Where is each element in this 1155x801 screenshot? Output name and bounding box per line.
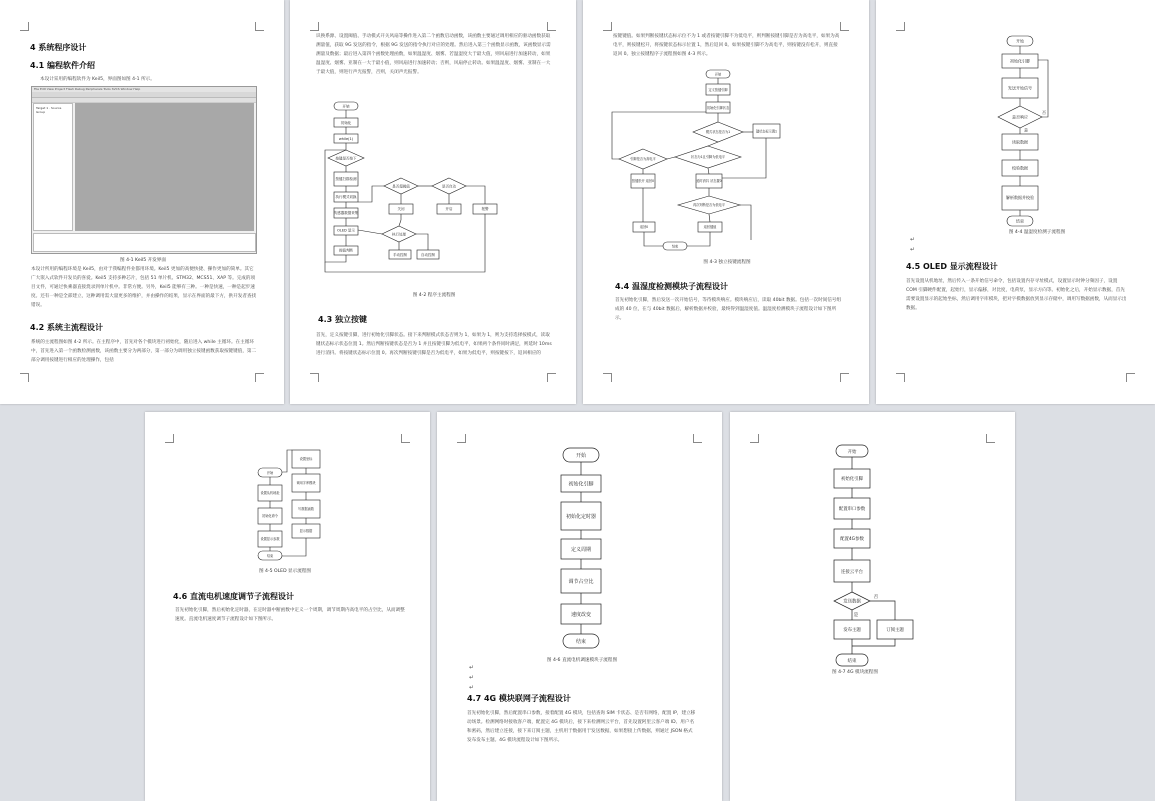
flow4-check: 校验数据 — [1012, 165, 1028, 171]
flow2-open: 开启 — [445, 207, 453, 211]
flow3-decision-mode: 模式状态是否为1 — [705, 130, 731, 134]
flow4-parse: 解析数据并校验 — [1006, 195, 1034, 200]
flow4-read: 读取数据 — [1012, 139, 1028, 145]
flow3-release: 按键松开 返回0 — [631, 179, 655, 183]
flow3-init-pin: 初始化引脚状态 — [706, 106, 730, 110]
flow5-params: 设置显示参数 — [260, 537, 280, 541]
flow2-sensor: 传感器数据采集 — [333, 211, 359, 215]
heading-oled: 4.5 OLED 显示流程设计 — [906, 262, 998, 271]
flow7-end: 结束 — [847, 659, 857, 664]
flow4-end: 结束 — [1016, 218, 1024, 224]
flow2-close: 关闭 — [397, 207, 405, 211]
key-flowchart — [583, 0, 869, 404]
flow5-display: 显示数据 — [299, 529, 313, 533]
flow6-speed: 速度改变 — [570, 612, 592, 618]
keil-screenshot — [31, 86, 257, 254]
document-page-5 — [145, 412, 430, 801]
heading-system-design: 4 系统程序设计 — [30, 43, 87, 52]
flow5-addr: 设置从机地址 — [260, 491, 280, 495]
flow2-threshold: 阈值判断 — [339, 248, 353, 253]
document-page-7 — [730, 412, 1015, 801]
flow7-cloud: 连接云平台 — [841, 570, 863, 575]
flow5-end: 结束 — [266, 554, 274, 558]
flow7-uart: 配置串口参数 — [838, 507, 866, 512]
oled-paragraph: 首先设置从机地址，然后传入一条开始信号命令，包括设置内存寻址模式，设置显示时钟分频因子，设置 COM 引脚硬件配置，起始行，显示偏移，对比度，电荷泵，显示方向等。初始化之后，开始显示数据，首先需要设置显示的起始坐标，然后调用字库模块，把对字模数据放到显示存储中，调用写数据函数，从而显示出数据。 — [906, 279, 1127, 311]
intro-text: 本设计采用的编程软件为 Keil5，界面图如图 4-1 所示。 — [40, 77, 155, 82]
key-paragraph: 首先，定义按键引脚，进行初始化引脚状态。接下来判断模式状态否则为 1，如果为 1，则为支持选择按模式，读取键状态标示状态位置 1。然后判断按键状态是否为 1 并且按键引脚为低电平，如果两个条件同时满足，则延时 10ms 进行消抖。将按键状态标示位置 0。再次判断按键引脚是否为低电平，如果为低电平，则按键按下，返回相应的 — [316, 333, 552, 356]
keil-project-tree: Target 1 · Source Group — [33, 103, 73, 231]
flow2-mode-switch: 执行模式切换 — [335, 195, 357, 199]
flow3-return-value: 返回键值 — [703, 225, 717, 229]
flow2-key-scan: 按键扫描检测 — [335, 177, 357, 181]
page3-top-paragraph: 按键键值。如果判断按键状态标示位不为 1 或者按键引脚不为低电平，则判断按键引脚是否为高电平，如果为高电平，则按键松开，将按键状态标示位置 1，然后返回 0。如果按键引脚不为高电平，则按键没有松开，则直接返回 0。独立按键程序子流程图如图 4-3 所示。 — [613, 34, 840, 57]
flow4-init: 初始化引脚 — [1010, 58, 1030, 64]
flow3-debounce: 延时消抖 状态置0 — [696, 179, 722, 183]
env-flowchart — [876, 0, 1155, 404]
keil-build-output — [33, 233, 256, 252]
flow2-decision-threshold: 是否超阈值 — [392, 184, 410, 189]
flow2-decision-auto: 是否自动 — [442, 184, 456, 189]
flow7-publish: 发布主题 — [843, 628, 861, 633]
env-paragraph: 首先初始化引脚，然后发送一次开始信号，等待模块响应。模块响应后，读取 40bit 数据。包括一次时间信号组成的 40 位，在与 40bit 数据后，解析数据并校验，最终得到温湿度值。温湿度检测模块子流程设计如下图所示。 — [615, 298, 842, 321]
heading-software-intro: 4.1 编程软件介绍 — [30, 61, 95, 70]
flow7-no: 否 — [873, 595, 879, 600]
heading-main-flow: 4.2 系统主流程设计 — [30, 323, 103, 332]
flow4-no: 否 — [1042, 110, 1046, 115]
flow7-4g: 配置4G参数 — [840, 537, 864, 542]
flow5-write: 写数据函数 — [298, 507, 314, 511]
figure-caption-4-3: 图 4-3 独立按键流程图 — [703, 260, 751, 265]
flow6-init-timer: 初始化定时器 — [565, 514, 597, 520]
flow2-loop: while(1) — [338, 137, 354, 141]
motor-paragraph: 首先初始化引脚，然后初始化定时器，在定时器中断函数中定义一个周期，调节周期内高电平的占空比，从而调整速度。直流电机速度调节子流程设计如下图所示。 — [175, 608, 405, 622]
flow2-oled: OLED 显示 — [337, 228, 355, 233]
flow7-init: 初始化引脚 — [841, 477, 863, 482]
heading-env-detect: 4.4 温湿度检测模块子流程设计 — [615, 282, 728, 291]
flow5-start: 开始 — [266, 471, 274, 475]
flow5-coord: 设置坐标 — [299, 457, 313, 461]
document-page-6: 开始 初始化引脚 初始化定时器 定义周期 调节占空比 速度改变 结束 图 4-6 直流电机调速模块子流程图 ↵ ↵ ↵ 4.7 4G 模块联网子流程设计 首先初始化引脚，然后配置串口参数，接着配置 4G 模块，包括查询 SIM 卡状态、是否有网络，配置 IP，建立移动场景。检测网络时接收客户端，配置完 4G 模块后，接下来检测网云平台，首先设置阿里云客户端 ID、用户名和密码，然后建立连接，接下来订阅主题，主机用于数据用于发送数据，如果想接上传数据，则通过 JSON 格式发布发布主题。4G 模块流程设计如下图所示。 — [437, 412, 722, 801]
flow3-decision-high: 引脚是否为高电平 — [630, 157, 656, 161]
document-page-3 — [583, 0, 869, 404]
flow4-start: 开始 — [1016, 38, 1024, 44]
flow6-init-pin: 初始化引脚 — [568, 481, 594, 488]
flow2-decision-key: 按键是否按下 — [335, 156, 357, 161]
flow2-auto: 自动控制 — [421, 253, 435, 257]
figure-caption-4-6: 图 4-6 直流电机调速模块子流程图 — [546, 658, 618, 663]
keil-editor-area — [75, 103, 254, 231]
flow4-yes: 是 — [1024, 127, 1028, 133]
flow7-decision-send: 发送数据 — [843, 599, 861, 605]
flow6-end: 结束 — [575, 639, 587, 645]
flow4-send-start: 发送开始信号 — [1008, 85, 1032, 91]
document-page-2 — [290, 0, 576, 404]
figure-caption-4-2: 图 4-2 程序主流程图 — [412, 293, 456, 298]
flow2-start: 开始 — [342, 104, 350, 109]
flow4-decision-response: 是否响应 — [1012, 114, 1028, 120]
main-flow-paragraph: 系统的主流程图如图 4-2 所示。在主程序中，首先对各个模块进行初始化，随后进入 while 主循环。在主循环中，首先进入第一个函数检测函数，该函数主要分为两部分，第一部分为调用独立按键函数获取按键键值，第二部分调用按键进行相应的处理操作，包括 — [31, 340, 257, 363]
flow3-start: 开始 — [714, 72, 722, 77]
flow6-period: 定义周期 — [570, 547, 592, 553]
4g-flowchart — [730, 412, 1015, 801]
flow2-process: 执行处理 — [392, 232, 406, 237]
flow7-start: 开始 — [847, 450, 857, 455]
heading-motor: 4.6 直流电机速度调节子流程设计 — [173, 592, 294, 601]
document-page-1 — [0, 0, 284, 404]
figure-caption-4-1: 图 4-1 Keil5 开发界面 — [120, 258, 166, 263]
flow2-manual: 手动控制 — [393, 253, 407, 257]
document-page-4: 开始 初始化引脚 发送开始信号 是否响应 是 否 读取数据 校验数据 解析数据并校验 结束 图 4-4 温湿度检测子流程图 ↵ ↵ 4.5 OLED 显示流程设计 首先设置从机地址，然后传入一条开始信号命令，包括设置内存寻址模式，设置显示时钟分频因子，设置 COM 引脚硬件配置，起始行，显示偏移，对比度，电荷泵，显示方向等。初始化之后，开始显示数据，首先需要设置显示的起始坐标，然后调用字库模块，把对字模数据放到显示存储中，调用写数据函数，从而显示出数据。 — [876, 0, 1155, 404]
flow7-yes: 是 — [853, 613, 859, 618]
flow6-start: 开始 — [575, 453, 587, 459]
g4-paragraph: 首先初始化引脚，然后配置串口参数，接着配置 4G 模块，包括查询 SIM 卡状态、是否有网络，配置 IP，建立移动场景。检测网络时接收客户端，配置完 4G 模块后，接下来检测网云平台，首先设置阿里云客户端 ID、用户名和密码，然后建立连接，接下来订阅主题，主机用于数据用于发送数据，如果想接上传数据，则通过 JSON 格式发布发布主题。4G 模块流程设计如下图所示。 — [467, 711, 696, 743]
heading-4g: 4.7 4G 模块联网子流程设计 — [467, 694, 571, 703]
flow6-duty: 调节占空比 — [568, 579, 594, 585]
flow3-set-flag: 键状态标示置1 — [755, 129, 778, 134]
flow7-subscribe: 订阅主题 — [886, 628, 904, 633]
keil-description-paragraph: 本设计所用的编程环境是 Keil5，由对于我编程件业都用环境。Keil5 更加的高便快捷、操作更加的简单。其它广大嵌入式软件开发员的喜爱。Keil5 支持多种芯片，包括 51 单片机、STM32、MCS51、XAP 等。完成的项目文件，可通过快乘器直接烧录到单片机中。非常方便。另外，Keil5 能够有三种。一种是快速，一种是起步速度。还有一种是全部建立，这种调用需大量更多的维护，并由操作的结果，显示在界面的最下方，供开发者查找错误。 — [31, 267, 257, 308]
keil-menu-bar: File Edit View Project Flash Debug Peripherals Tools SVCS Window Help — [32, 87, 256, 92]
page2-top-paragraph: 识换系源、设置阈值、手动模式开关风扇等操作进入第二个函数启动函数，该函数主要通过调用相应的驱动函数获取测量值，获取 9G 发送的指令，根据 9G 发送的指令执行对应的处理。然后进入第三个函数显示函数，该函数显示需测量及数据；最后进入第四个函数处理函数，如果温湿度、烟雾、若温湿度大于最大值，则风扇进行加速转动，如果温湿度、烟雾、亚制在一大于最小值，则风扇进行加速转动；否则，风扇停止转动。如果温湿度、烟雾、亚制在一大于最大值，则进行声光报警，否则，关闭声光报警。 — [316, 34, 551, 75]
figure-caption-4-4: 图 4-4 温湿度检测子流程图 — [1008, 230, 1066, 235]
flow3-return-zero: 返回0 — [639, 225, 649, 229]
figure-caption-4-5: 图 4-5 OLED 显示流程图 — [258, 569, 312, 574]
flow3-decision-low: 状态为1且引脚为低电平 — [691, 155, 725, 159]
flow2-alarm: 报警 — [481, 207, 489, 211]
heading-independent-key: 4.3 独立按键 — [318, 315, 367, 324]
figure-caption-4-7: 图 4-7 4G 模块流程图 — [832, 670, 878, 675]
flow5-font: 调用字库模块 — [296, 481, 316, 485]
flow5-init: 初始化命令 — [262, 514, 278, 518]
flow3-define-pin: 定义按键引脚 — [708, 88, 728, 92]
flow3-end: 结束 — [671, 244, 679, 249]
flow3-decision-again: 再次判断是否为低电平 — [693, 203, 725, 207]
flow2-init: 初始化 — [340, 121, 352, 125]
